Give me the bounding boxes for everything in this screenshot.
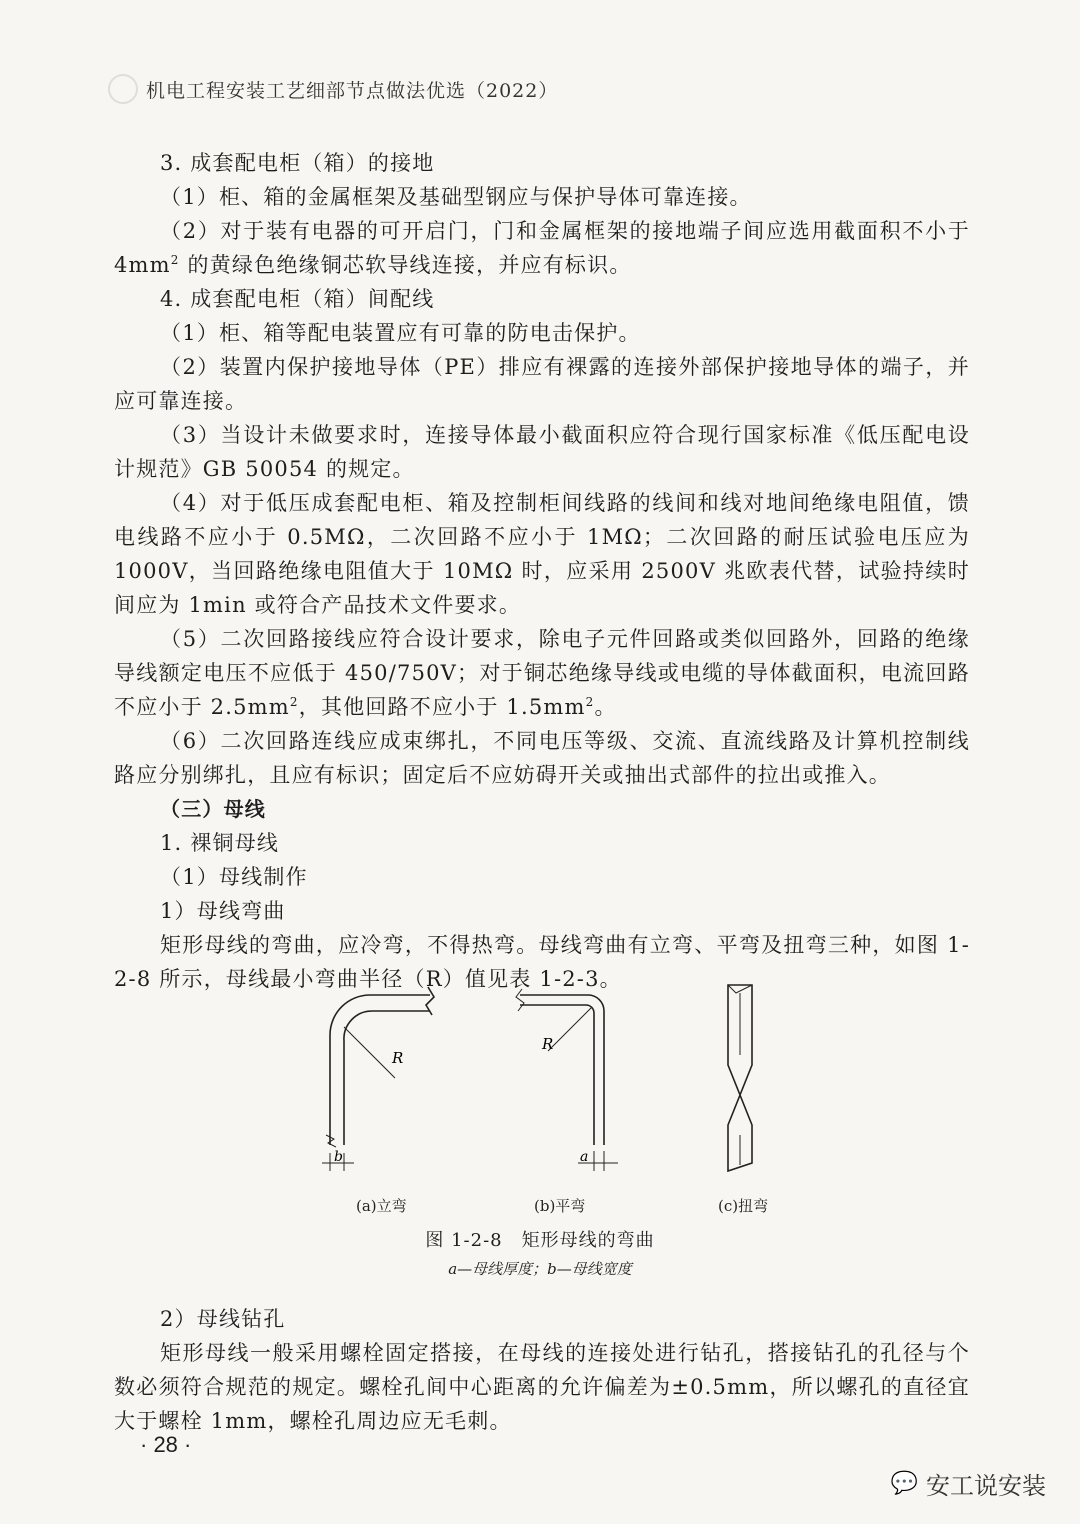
book-title: 机电工程安装工艺细部节点做法优选（2022） bbox=[146, 79, 559, 102]
part-3-heading: （三）母线 bbox=[160, 797, 266, 821]
page-number: · 28 · bbox=[140, 1432, 192, 1457]
paragraph: （1）柜、箱的金属框架及基础型钢应与保护导体可靠连接。 bbox=[160, 185, 752, 209]
paragraph: （5）二次回路接线应符合设计要求，除电子元件回路或类似回路外，回路的绝缘导线额定电压不应低于 450/750V；对于铜芯绝缘导线或电缆的导体截面积，电流回路不应小于 $2.5mm^2$，其他回路不应小于 $1.5mm^2$。 bbox=[114, 627, 970, 719]
bend-b-inner bbox=[520, 1005, 594, 1145]
subcaption-c: (c)扭弯 bbox=[718, 1197, 769, 1215]
subheading: 2）母线钻孔 bbox=[160, 1307, 286, 1331]
publisher-logo-icon bbox=[108, 74, 138, 104]
subheading: （1）母线制作 bbox=[160, 865, 308, 889]
break-mark bbox=[516, 989, 524, 1011]
subheading: 1）母线弯曲 bbox=[160, 899, 286, 923]
paragraph: 矩形母线一般采用螺栓固定搭接，在母线的连接处进行钻孔，搭接钻孔的孔径与个数必须符合规范的规定。螺栓孔间中心距离的允许偏差为±0.5mm，所以螺孔的直径宜大于螺栓 1mm，螺栓孔周边应无毛刺。 bbox=[114, 1341, 970, 1433]
paragraph: （2）装置内保护接地导体（PE）排应有裸露的连接外部保护接地导体的端子，并应可靠连接。 bbox=[114, 355, 970, 413]
busbar-diagrams bbox=[300, 975, 800, 1185]
bend-a-inner bbox=[344, 1011, 430, 1145]
label-R-b: R bbox=[542, 1035, 554, 1053]
figure-caption: 图 1-2-8 矩形母线的弯曲 bbox=[425, 1230, 655, 1251]
radius-line-a bbox=[344, 1027, 395, 1078]
subcaption-b: (b)平弯 bbox=[534, 1197, 586, 1215]
wechat-icon: 💬 bbox=[890, 1471, 918, 1496]
figure-note: a—母线厚度；b—母线宽度 bbox=[448, 1260, 632, 1278]
paragraph: 矩形母线的弯曲，应冷弯，不得热弯。母线弯曲有立弯、平弯及扭弯三种，如图 1-2-8 所示，母线最小弯曲半径（R）值见表 1-2-3。 bbox=[114, 933, 970, 991]
subheading: 1. 裸铜母线 bbox=[160, 831, 280, 855]
paragraph: （1）柜、箱等配电装置应有可靠的防电击保护。 bbox=[160, 321, 641, 345]
bend-a-outer bbox=[330, 995, 430, 1145]
bend-b-outer bbox=[520, 995, 604, 1145]
section-4-title: 4. 成套配电柜（箱）间配线 bbox=[160, 287, 435, 311]
paragraph: （6）二次回路连线应成束绑扎，不同电压等级、交流、直流线路及计算机控制线路应分别绑扎，且应有标识；固定后不应妨碍开关或抽出式部件的拉出或推入。 bbox=[114, 729, 970, 787]
radius-line-b bbox=[548, 1007, 592, 1051]
break-mark bbox=[326, 1135, 336, 1147]
subcaption-a: (a)立弯 bbox=[356, 1197, 407, 1215]
running-header bbox=[108, 74, 558, 104]
label-a: a bbox=[580, 1149, 589, 1165]
section-3-title: 3. 成套配电柜（箱）的接地 bbox=[160, 151, 435, 175]
label-b: b bbox=[334, 1149, 343, 1165]
watermark bbox=[891, 1466, 1046, 1501]
paragraph: （2）对于装有电器的可开启门，门和金属框架的接地端子间应选用截面积不小于 $4mm^2$ 的黄绿色绝缘铜芯软导线连接，并应有标识。 bbox=[114, 219, 970, 277]
paragraph: （4）对于低压成套配电柜、箱及控制柜间线路的线间和线对地间绝缘电阻值，馈电线路不应小于 0.5MΩ，二次回路不应小于 1MΩ；二次回路的耐压试验电压应为 1000V，当回路绝缘电阻值大于 10MΩ 时，应采用 2500V 兆欧表代替，试验持续时间应为 1min 或符合产品技术文件要求。 bbox=[114, 491, 970, 617]
watermark-text: 安工说安装 bbox=[926, 1472, 1046, 1500]
paragraph: （3）当设计未做要求时，连接导体最小截面积应符合现行国家标准《低压配电设计规范》GB 50054 的规定。 bbox=[114, 423, 970, 481]
label-R-a: R bbox=[392, 1049, 404, 1067]
figure-busbar-bending bbox=[300, 975, 800, 1235]
